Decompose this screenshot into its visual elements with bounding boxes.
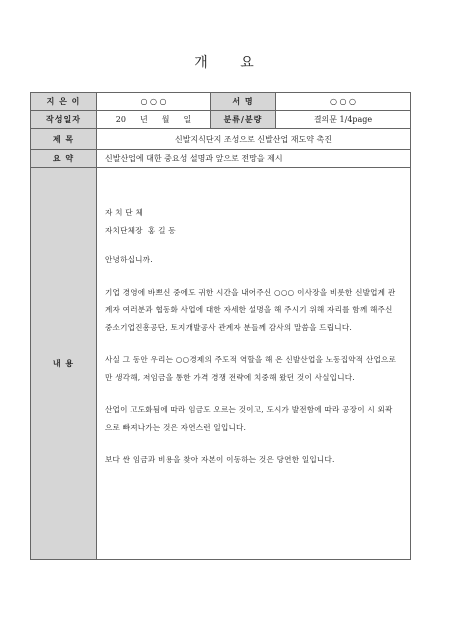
subject-value: 신발지식단지 조성으로 신발산업 재도약 촉진 [97, 129, 411, 150]
row-subject [31, 129, 411, 150]
content-paragraph-4: 보다 싼 임금과 비용을 찾아 자본이 이동하는 것은 당연한 일입니다. [105, 455, 335, 464]
content-head-name: 홍 길 동 [147, 225, 176, 235]
content-body [97, 168, 411, 560]
date-day-unit: 일 [183, 115, 192, 124]
title-char-1: 개 [194, 55, 210, 71]
date-value [97, 111, 211, 129]
book-name-label: 서 명 [211, 93, 276, 111]
title-char-2: 요 [240, 55, 256, 71]
document-title [0, 52, 450, 72]
author-label: 지 은 이 [31, 93, 97, 111]
date-year-unit: 년 [139, 115, 148, 124]
author-value: ○ ○ ○ [97, 93, 211, 111]
row-date [31, 111, 411, 129]
date-label: 작성일자 [31, 111, 97, 129]
row-content [31, 168, 411, 560]
content-label: 내 용 [31, 168, 97, 560]
category-value: 결의문 1/4page [276, 111, 411, 129]
content-line-org: 자 치 단 체 [105, 208, 143, 217]
content-head-title: 자치단체장 [105, 225, 143, 235]
content-paragraph-2: 사실 그 동안 우리는 ○○경제의 주도적 역할을 해 온 신발산업을 노동집약적 산업으로만 생각해, 저임금을 통한 가격 경쟁 전략에 치중해 왔던 것이 사실입니다. [105, 355, 397, 382]
date-month-unit: 월 [161, 115, 170, 124]
date-year: 20 [115, 115, 126, 124]
subject-label: 제 목 [31, 129, 97, 150]
row-author [31, 93, 411, 111]
content-greeting: 안녕하십니까. [105, 255, 153, 264]
content-paragraph-1: 기업 경영에 바쁘신 중에도 귀한 시간을 내어주신 ○○○ 이사장을 비롯한 신발업계 관계자 여러분과 협동화 사업에 대한 자세한 설명을 해 주시기 위해 자리를 함께 해주신 중소기업진흥공단, 토지개발공사 관계자 분들께 감사의 말씀을 드립니다. [105, 287, 396, 332]
summary-label: 요 약 [31, 150, 97, 168]
book-name-value: ○ ○ ○ [276, 93, 411, 111]
category-label: 분류/분량 [211, 111, 276, 129]
overview-form-table [30, 92, 411, 560]
content-paragraph-3: 산업이 고도화됨에 따라 임금도 오르는 것이고, 도시가 발전함에 따라 공장이 시 외곽으로 빠져나가는 것은 자연스런 일입니다. [105, 405, 393, 432]
summary-value: 신발산업에 대한 중요성 설명과 앞으로 전망을 제시 [97, 150, 411, 168]
row-summary [31, 150, 411, 168]
content-line-head [105, 222, 400, 240]
